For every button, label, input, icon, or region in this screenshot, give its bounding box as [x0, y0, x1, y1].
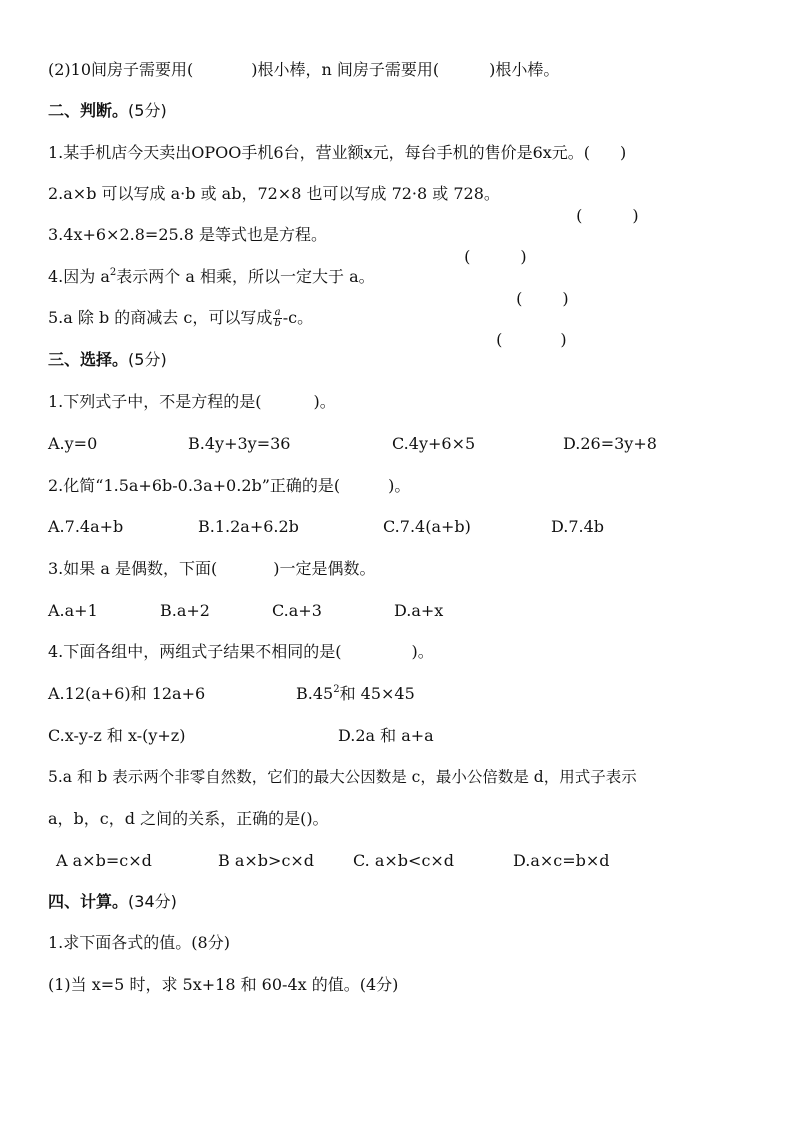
- option-c[interactable]: C. a×b<c×d: [353, 851, 455, 870]
- paren-close: ): [520, 247, 527, 266]
- question-text: 4.下面各组中，两组式子结果不相同的是(: [48, 642, 342, 661]
- paren-close: ): [620, 143, 627, 162]
- section-score: (5分): [128, 101, 167, 120]
- section-score: (5分): [128, 350, 167, 369]
- option-b[interactable]: B a×b>c×d: [218, 851, 315, 870]
- judge-item-text: 5.a 除 b 的商减去 c，可以写成: [48, 308, 273, 327]
- option-d[interactable]: D.a×c=b×d: [513, 851, 610, 870]
- option-d[interactable]: D.a+x: [394, 601, 444, 620]
- question-text: 5.a 和 b 表示两个非零自然数，它们的最大公因数是 c，最小公倍数是 d，用式子表示: [48, 768, 637, 786]
- choice-question-5-cont: [48, 808, 329, 830]
- paren-close: ): [562, 289, 569, 308]
- exponent: 2: [333, 684, 340, 695]
- fraction-numerator: a: [274, 307, 281, 318]
- judge-item-text: 1.某手机店今天卖出OPOO手机6台，营业额x元，每台手机的售价是6x元。(: [48, 143, 591, 162]
- judge-item-1: [48, 142, 626, 164]
- question-text: 3.如果 a 是偶数，下面(: [48, 559, 218, 578]
- option-c[interactable]: C.x-y-z 和 x-(y+z): [48, 726, 186, 745]
- option-d[interactable]: D.26=3y+8: [563, 434, 657, 453]
- question-text: a，b，c，d 之间的关系，正确的是()。: [48, 809, 329, 828]
- paren-close: ): [632, 206, 639, 225]
- section-title: 三、选择。: [48, 350, 129, 369]
- paren-open: (: [576, 206, 583, 225]
- judge-item-text: 表示两个 a 相乘，所以一定大于 a。: [116, 267, 375, 286]
- option-c[interactable]: C.7.4(a+b): [383, 517, 471, 536]
- paren-open: (: [496, 330, 503, 349]
- option-d[interactable]: D.2a 和 a+a: [338, 726, 434, 745]
- question-text: 1.下列式子中，不是方程的是(: [48, 392, 262, 411]
- option-b[interactable]: B.1.2a+6.2b: [198, 517, 299, 536]
- fraction-denominator: b: [274, 318, 281, 329]
- calc-question-1: [48, 932, 230, 954]
- section-heading-calc: [48, 891, 177, 913]
- paren-close: )。: [411, 642, 434, 661]
- choice-question-4: [48, 641, 434, 663]
- option-text: B.45: [296, 684, 334, 703]
- option-c[interactable]: C.a+3: [272, 601, 322, 620]
- houses-text-1: (2)10间房子需要用(: [48, 60, 194, 79]
- paren-open: (: [516, 289, 523, 308]
- houses-text-2: )根小棒，n 间房子需要用(: [251, 60, 440, 79]
- paren-open: (: [464, 247, 471, 266]
- answer-parens[interactable]: [506, 266, 569, 310]
- option-b[interactable]: B.4y+3y=36: [188, 434, 291, 453]
- question-houses: [48, 59, 559, 81]
- paren-close: ): [560, 330, 567, 349]
- option-a[interactable]: A a×b=c×d: [56, 851, 152, 870]
- judge-item-2: [48, 183, 500, 205]
- paren-close: )。: [313, 392, 336, 411]
- paren-close: )。: [388, 476, 411, 495]
- option-text: 和 45×45: [339, 684, 415, 703]
- option-b[interactable]: [296, 683, 415, 705]
- choice-question-2: [48, 475, 410, 497]
- judge-item-text: 3.4x+6×2.8=25.8 是等式也是方程。: [48, 225, 328, 244]
- section-score: (34分): [128, 892, 177, 911]
- judge-item-4: [48, 266, 375, 288]
- choice-question-5: [48, 766, 637, 788]
- option-b[interactable]: B.a+2: [160, 601, 210, 620]
- judge-item-text: 4.因为 a: [48, 267, 110, 286]
- option-a[interactable]: A.12(a+6)和 12a+6: [48, 684, 206, 703]
- option-a[interactable]: A.7.4a+b: [48, 517, 124, 536]
- question-text: (1)当 x=5 时，求 5x+18 和 60-4x 的值。(4分): [48, 975, 399, 994]
- option-c[interactable]: C.4y+6×5: [392, 434, 476, 453]
- answer-parens[interactable]: [454, 224, 527, 268]
- fraction: [273, 308, 281, 329]
- option-a[interactable]: A.a+1: [48, 601, 98, 620]
- section-title: 二、判断。: [48, 101, 129, 120]
- houses-text-3: )根小棒。: [489, 60, 560, 79]
- option-d[interactable]: D.7.4b: [551, 517, 605, 536]
- question-text: 1.求下面各式的值。(8分): [48, 933, 230, 952]
- option-a[interactable]: A.y=0: [48, 434, 98, 453]
- judge-item-3: [48, 224, 327, 246]
- section-title: 四、计算。: [48, 892, 129, 911]
- question-text: )一定是偶数。: [273, 559, 376, 578]
- answer-parens[interactable]: [566, 183, 639, 227]
- answer-parens[interactable]: [486, 307, 567, 351]
- judge-item-text: -c。: [282, 308, 314, 327]
- section-heading-choice: [48, 349, 167, 371]
- judge-item-5: [48, 307, 313, 329]
- judge-item-text: 2.a×b 可以写成 a·b 或 ab，72×8 也可以写成 72·8 或 728。: [48, 184, 500, 203]
- choice-question-1: [48, 391, 336, 413]
- choice-question-3: [48, 558, 375, 580]
- calc-question-1-1: [48, 974, 398, 996]
- section-heading-judge: [48, 100, 167, 122]
- question-text: 2.化简“1.5a+6b-0.3a+0.2b”正确的是(: [48, 476, 341, 495]
- exponent: 2: [109, 267, 117, 278]
